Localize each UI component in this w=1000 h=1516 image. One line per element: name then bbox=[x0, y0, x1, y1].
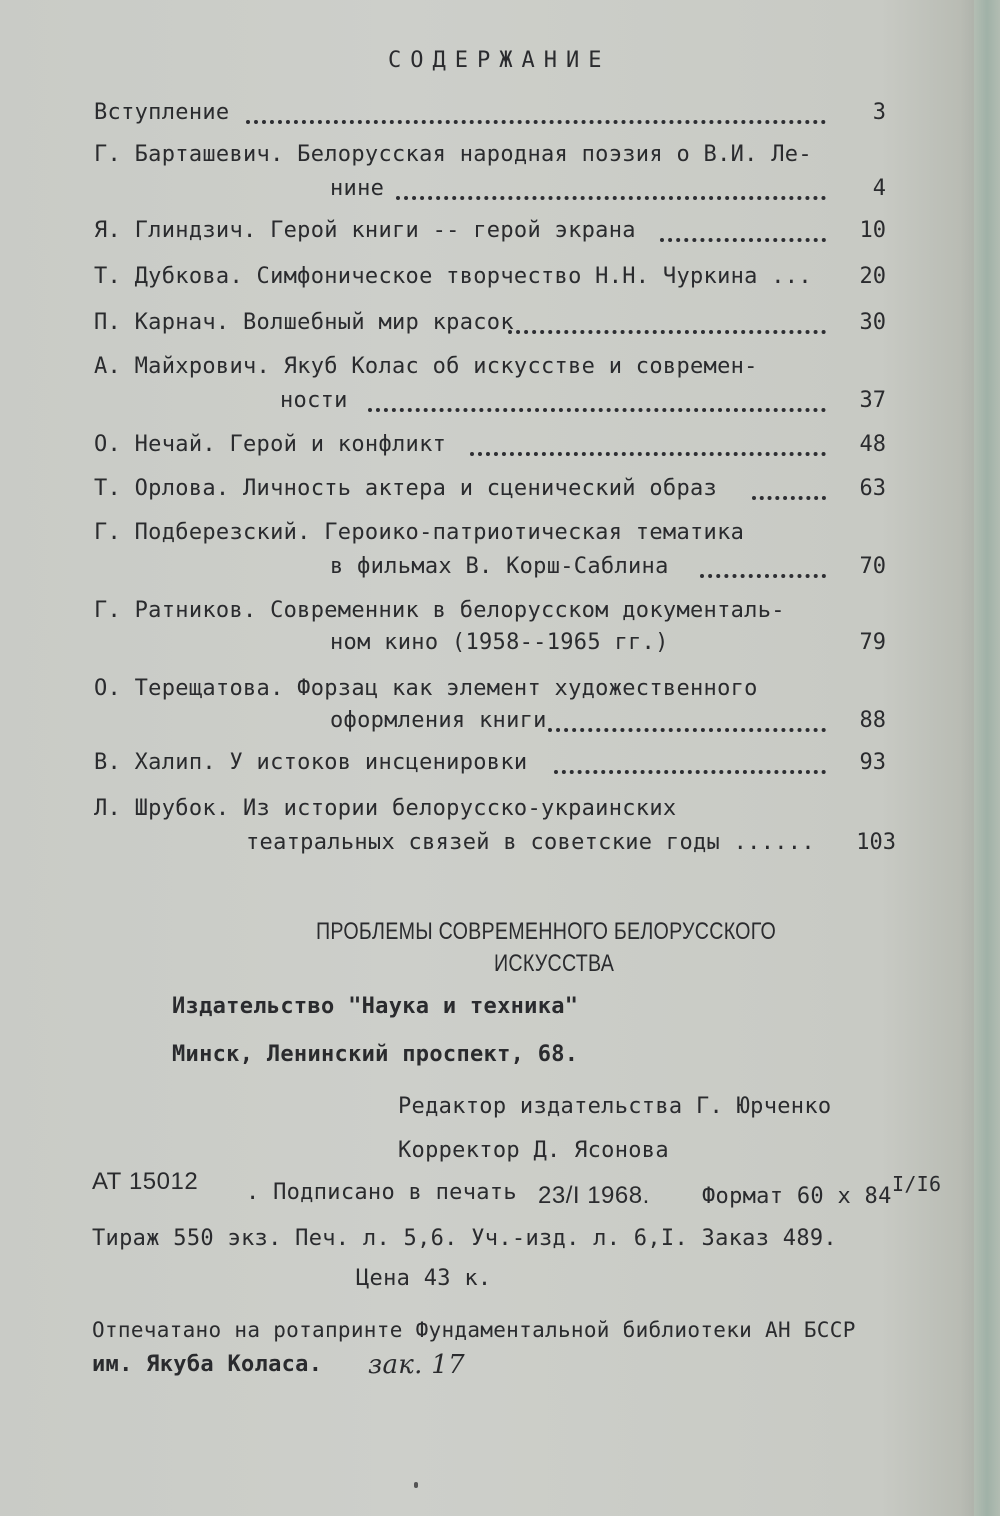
toc-entry-title-cont: ности bbox=[280, 388, 348, 413]
handwritten-order-note: зак. 17 bbox=[368, 1350, 465, 1380]
leader-dots bbox=[660, 234, 826, 242]
leader-dots bbox=[470, 448, 826, 456]
toc-entry-page: 20 bbox=[859, 264, 886, 289]
leader-dots bbox=[752, 492, 826, 500]
toc-entry-page: 88 bbox=[859, 708, 886, 733]
toc-entry-title: О. Нечай. Герой и конфликт bbox=[94, 432, 447, 457]
toc-entry-page: 48 bbox=[859, 432, 886, 457]
toc-entry-title-cont: нине bbox=[330, 176, 385, 201]
leader-dots bbox=[548, 724, 826, 732]
book-title-line2: ИСКУССТВА bbox=[494, 950, 615, 977]
leader-dots bbox=[700, 570, 826, 578]
contents-title: СОДЕРЖАНИЕ bbox=[388, 48, 611, 73]
toc-entry-title-cont: оформления книги bbox=[330, 708, 547, 733]
ink-speck bbox=[414, 1482, 418, 1488]
toc-entry-page: 79 bbox=[859, 630, 886, 655]
toc-entry-title: Л. Шрубок. Из истории белорусско-украинских bbox=[94, 796, 677, 821]
toc-entry-title-cont: театральных связей в советские годы ...... bbox=[246, 830, 815, 855]
toc-entry-title: О. Терещатова. Форзац как элемент художественного bbox=[94, 676, 758, 701]
imprint-code: АТ 15012 bbox=[92, 1168, 199, 1195]
toc-entry-title: Я. Глиндзич. Герой книги -- герой экрана bbox=[94, 218, 636, 243]
toc-entry-title: Вступление bbox=[94, 100, 230, 125]
toc-entry-title: Г. Барташевич. Белорусская народная поэзия о В.И. Ле- bbox=[94, 142, 812, 167]
toc-entry-title: В. Халип. У истоков инсценировки bbox=[94, 750, 528, 775]
toc-entry-page: 4 bbox=[872, 176, 886, 201]
publisher: Издательство "Наука и техника" bbox=[172, 994, 579, 1019]
toc-entry-title-cont: в фильмах В. Корш-Саблина bbox=[330, 554, 669, 579]
toc-entry-title: П. Карнач. Волшебный мир красок bbox=[94, 310, 514, 335]
toc-entry-page: 10 bbox=[859, 218, 886, 243]
printed-by-cont: им. Якуба Коласа. bbox=[92, 1352, 323, 1377]
imprint-date: 23/I 1968. bbox=[538, 1182, 650, 1209]
toc-entry-page: 63 bbox=[859, 476, 886, 501]
leader-dots bbox=[554, 766, 826, 774]
leader-dots bbox=[246, 116, 826, 124]
toc-entry-page: 37 bbox=[859, 388, 886, 413]
imprint-signed: . Подписано в печать bbox=[246, 1180, 517, 1205]
toc-entry-title: А. Майхрович. Якуб Колас об искусстве и современ- bbox=[94, 354, 758, 379]
toc-entry-title: Г. Ратников. Современник в белорусском документаль- bbox=[94, 598, 785, 623]
corrector: Корректор Д. Ясонова bbox=[398, 1138, 669, 1163]
imprint-format: Формат 60 х 84 bbox=[702, 1184, 892, 1209]
toc-entry-page: 93 bbox=[859, 750, 886, 775]
toc-entry-page: 70 bbox=[859, 554, 886, 579]
toc-entry-title: Т. Дубкова. Симфоническое творчество Н.Н. Чуркина ... bbox=[94, 264, 812, 289]
imprint-format-fraction: I/I6 bbox=[892, 1172, 942, 1196]
leader-dots bbox=[508, 326, 826, 334]
publisher-address: Минск, Ленинский проспект, 68. bbox=[172, 1042, 579, 1067]
leader-dots bbox=[368, 404, 826, 412]
toc-entry-title: Т. Орлова. Личность актера и сценический образ bbox=[94, 476, 718, 501]
book-title-line1: ПРОБЛЕМЫ СОВРЕМЕННОГО БЕЛОРУССКОГО bbox=[316, 918, 777, 945]
leader-dots bbox=[396, 192, 826, 200]
toc-entry-page: 103 bbox=[856, 830, 896, 855]
editor: Редактор издательства Г. Юрченко bbox=[398, 1094, 832, 1119]
printed-by: Отпечатано на ротапринте Фундаментальной библиотеки АН БССР bbox=[92, 1318, 856, 1342]
toc-entry-page: 30 bbox=[859, 310, 886, 335]
price: Цена 43 к. bbox=[356, 1266, 492, 1291]
toc-entry-page: 3 bbox=[872, 100, 886, 125]
page-edge bbox=[974, 0, 1000, 1516]
toc-entry-title-cont: ном кино (1958--1965 гг.) bbox=[330, 630, 669, 655]
toc-entry-title: Г. Подберезский. Героико-патриотическая тематика bbox=[94, 520, 745, 545]
imprint-print-run: Тираж 550 экз. Печ. л. 5,6. Уч.-изд. л. 6,I. Заказ 489. bbox=[92, 1226, 837, 1251]
